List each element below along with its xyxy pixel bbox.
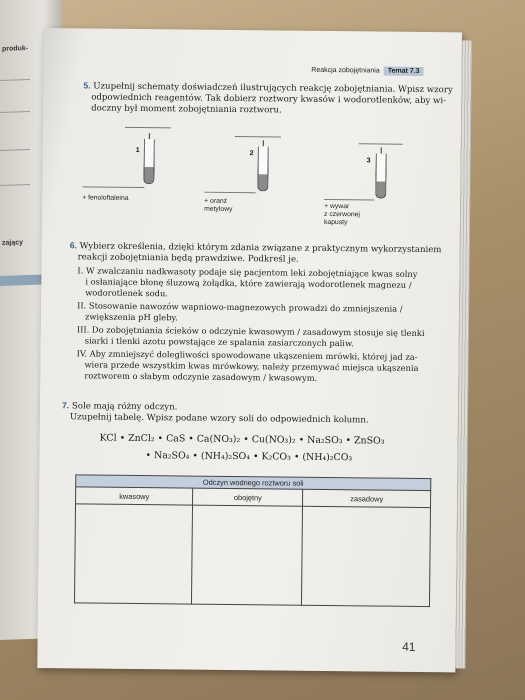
- tube-number: 1: [135, 146, 140, 155]
- task5-number: 5.: [83, 80, 91, 91]
- column-neutral: obojętny: [193, 488, 303, 506]
- previous-page-line: [0, 149, 30, 151]
- task7-number: 7.: [61, 400, 70, 411]
- test-tube: [375, 153, 386, 198]
- task7-line: Sole mają różny odczyn.: [71, 401, 178, 413]
- column-acidic: kwasowy: [76, 487, 193, 505]
- tube-number: 2: [249, 150, 254, 158]
- page-header: [311, 67, 423, 75]
- tube-label: + wywar z czerwonej kapusty: [323, 202, 360, 227]
- reagent-line: [359, 143, 403, 144]
- task6-line: Wybierz określenia, dzięki którym zdania związane z praktycznym wykorzystaniem: [79, 241, 442, 256]
- reagent-line: [324, 199, 374, 201]
- task7-line: Uzupełnij tabelę. Wpisz podane wzory soli do odpowiednich kolumn.: [69, 412, 369, 426]
- salt-table: [74, 474, 431, 607]
- reagent-line: [204, 192, 256, 194]
- previous-page-word: produk-: [2, 45, 29, 53]
- previous-page-line: [0, 111, 30, 113]
- previous-page-line: [0, 79, 30, 81]
- task6-number: 6.: [69, 240, 77, 251]
- page-number: 41: [402, 639, 416, 654]
- salt-formulas: • Na₂SO₄ • (NH₄)₂SO₄ • K₂CO₃ • (NH₄)₂CO₃: [145, 450, 353, 464]
- previous-page-line: [0, 184, 30, 186]
- reagent-line: [82, 186, 144, 188]
- reagent-line: [235, 136, 281, 137]
- tube-label: + oranż metylowy: [204, 197, 233, 213]
- column-basic: zasadowy: [303, 489, 431, 507]
- table-title: Odczyn wodnego roztworu soli: [76, 475, 431, 491]
- task6-text: [70, 240, 450, 267]
- task6-item: I. W zwalczaniu nadkwasoty podaje się pacjentom leki zobojętniające kwas solny i osłaniające błonę śluzową żołądka, które zawierają wodorotlenek magnezu / wodorotlenek sodu.: [77, 265, 418, 298]
- answer-cell-neutral[interactable]: [192, 505, 303, 605]
- tube-number: 3: [366, 157, 371, 165]
- test-tube: [143, 139, 154, 184]
- task7-text: [62, 400, 442, 427]
- salt-formulas: KCl • ZnCl₂ • CaS • Ca(NO₃)₂ • Cu(NO₃)₂ • Na₂SO₃ • ZnSO₃: [99, 432, 385, 447]
- task6-item: II. Stosowanie nawozów wapniowo-magnezowych prowadzi do zmniejszenia / zwiększenia pH gleby.: [77, 300, 403, 323]
- reagent-line: [125, 127, 171, 128]
- section-title: Reakcja zobojętniania: [311, 66, 380, 75]
- workbook-page: [37, 28, 462, 672]
- task5-line: doczny był moment zobojętniania roztworu.: [91, 103, 282, 116]
- tube-label: + fenoloftaleina: [82, 194, 129, 202]
- answer-cell-acidic[interactable]: [74, 504, 192, 604]
- task6-item: IV. Aby zmniejszyć dolegliwości spowodowane ukąszeniem mrówki, której jad za- wiera przede wszystkim kwas mrówkowy, należy przemywać miejsca ukąszenia roztworem o słabym odczynie zasadowym / kwasowym.: [76, 348, 419, 383]
- test-tube: [257, 146, 268, 191]
- task5-line: odpowiednich reagentów. Tak dobierz roztwory kwasów i wodorotlenków, aby wi-: [91, 92, 447, 107]
- task6-item: III. Do zobojętniania ścieków o odczynie kwasowym / zasadowym stosuje się tlenki siarki i tlenki azotu powstające ze spalania zasiarczonych paliw.: [76, 324, 425, 349]
- previous-page-word: zający: [2, 239, 24, 247]
- answer-cell-basic[interactable]: [302, 506, 431, 606]
- task5-text: [83, 80, 453, 118]
- topic-badge: Temat 7.3: [384, 67, 424, 76]
- task6-line: reakcji zobojętniania będą prawdziwe. Podkreśl je.: [77, 252, 299, 265]
- task5-line: Uzupełnij schematy doświadczeń ilustrujących reakcję zobojętniania. Wpisz wzory: [93, 81, 453, 96]
